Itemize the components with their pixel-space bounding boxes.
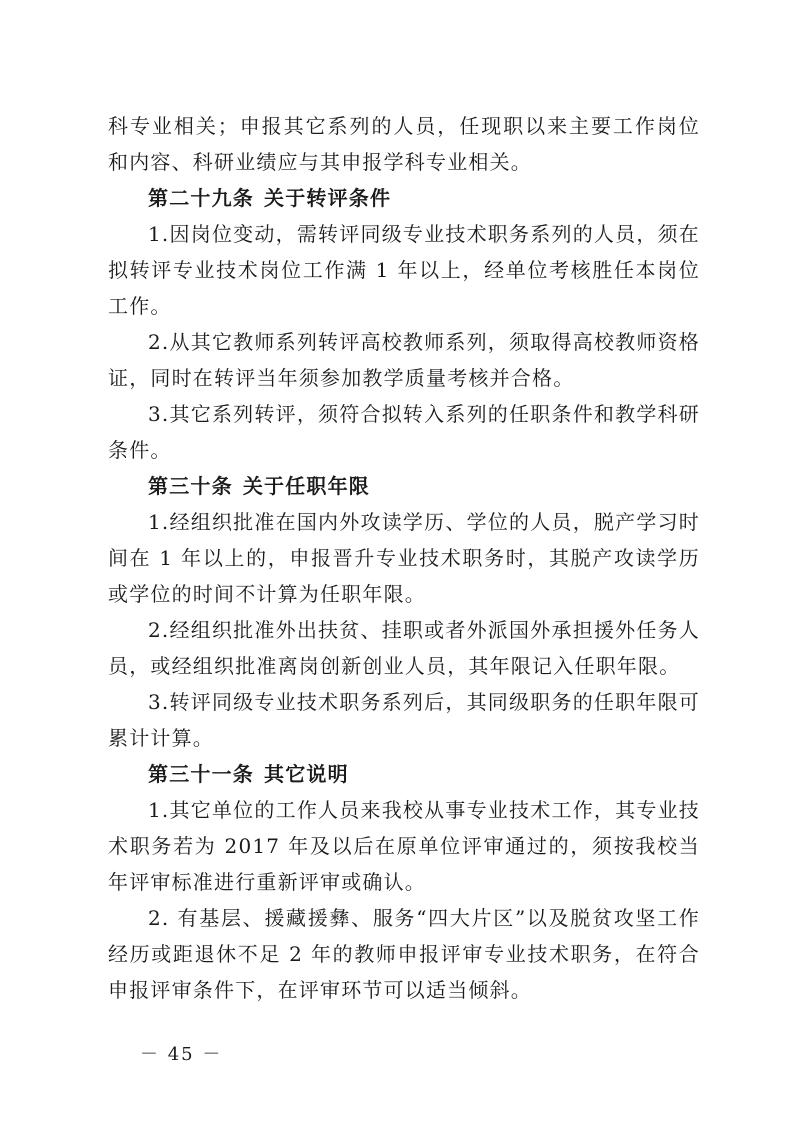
article-heading-31: [108, 756, 700, 792]
article-heading-29: [108, 180, 700, 216]
paragraph: 2. 有基层、援藏援彝、服务“四大片区”以及脱贫攻坚工作经历或距退休不足 2 年的教师申报评审专业技术职务，在符合申报评审条件下，在评审环节可以适当倾斜。: [108, 906, 700, 1002]
paragraph: 2.从其它教师系列转评高校教师系列，须取得高校教师资格证，同时在转评当年须参加教学质量考核并合格。: [108, 330, 700, 390]
paragraph: 3.转评同级专业技术职务系列后，其同级职务的任职年限可累计计算。: [108, 690, 700, 750]
paragraph: 2.经组织批准外出扶贫、挂职或者外派国外承担援外任务人员，或经组织批准离岗创新创业人员，其年限记入任职年限。: [108, 618, 700, 678]
document-body: [108, 108, 700, 1008]
article-number: 第二十九条: [148, 186, 254, 210]
paragraph-continuation: 科专业相关；申报其它系列的人员，任现职以来主要工作岗位和内容、科研业绩应与其申报学科专业相关。: [108, 114, 700, 174]
article-number: 第三十条: [148, 474, 233, 498]
paragraph: 1.经组织批准在国内外攻读学历、学位的人员，脱产学习时间在 1 年以上的，申报晋升专业技术职务时，其脱产攻读学历或学位的时间不计算为任职年限。: [108, 510, 700, 606]
page-number: － 45 －: [140, 1044, 223, 1065]
paragraph: 1.其它单位的工作人员来我校从事专业技术工作，其专业技术职务若为 2017 年及以后在原单位评审通过的，须按我校当年评审标准进行重新评审或确认。: [108, 798, 700, 894]
article-title: 关于任职年限: [242, 474, 371, 498]
paragraph: 3.其它系列转评，须符合拟转入系列的任职条件和教学科研条件。: [108, 402, 700, 462]
article-number: 第三十一条: [148, 762, 254, 786]
article-title: 关于转评条件: [264, 186, 392, 210]
paragraph: 1.因岗位变动，需转评同级专业技术职务系列的人员，须在拟转评专业技术岗位工作满 1 年以上，经单位考核胜任本岗位工作。: [108, 222, 700, 318]
article-title: 其它说明: [264, 762, 349, 786]
article-heading-30: [108, 468, 700, 504]
